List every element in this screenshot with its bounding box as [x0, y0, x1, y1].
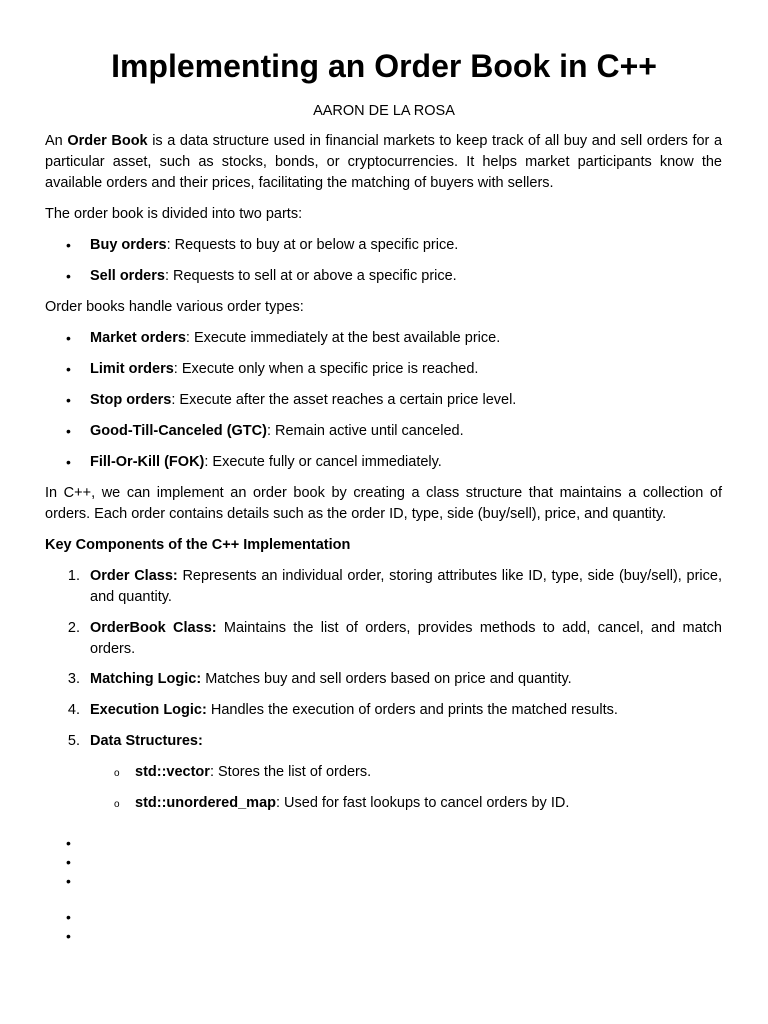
numbered-item-desc: Maintains the list of orders, provides methods to add, cancel, and match orders. [90, 620, 722, 657]
list-number: 1. [67, 568, 80, 584]
bullet-icon: • [66, 237, 71, 253]
list-item-term: Stop orders [90, 392, 172, 408]
empty-bullet-icon: • [66, 854, 71, 870]
numbered-item-term: Data Structures: [90, 733, 203, 749]
bullet-icon: • [66, 423, 71, 439]
numbered-item-desc: Handles the execution of orders and prints the matched results. [206, 702, 618, 718]
list-number: 2. [67, 620, 80, 636]
empty-bullet-icon: • [66, 873, 71, 889]
numbered-item [90, 700, 722, 721]
empty-bullet-icon: • [66, 928, 71, 944]
list-item-desc: : Requests to buy at or below a specific price. [166, 237, 459, 253]
list-item [90, 452, 442, 472]
section-heading: Key Components of the C++ Implementation [45, 537, 351, 553]
intro-text: is a data structure used in financial markets to keep track of all buy and sell orders for a particular asset, such as stocks, bonds, or cryptocurrencies. It helps market participants know the available orders and their prices, facilitating the matching of buyers with sellers. [45, 133, 723, 191]
numbered-item-term: Order Class: [90, 568, 178, 584]
bullet-icon: • [66, 268, 71, 284]
parts-intro: The order book is divided into two parts: [45, 206, 303, 222]
list-item-term: Fill-Or-Kill (FOK) [90, 454, 205, 470]
bullet-icon: • [66, 361, 71, 377]
numbered-item-term: Execution Logic: [90, 702, 207, 718]
list-item [90, 328, 500, 348]
numbered-item [90, 618, 722, 660]
list-item-desc: : Execute immediately at the best available price. [185, 330, 501, 346]
list-item-term: Limit orders [90, 361, 174, 377]
list-item-term: Good-Till-Canceled (GTC) [90, 423, 267, 439]
numbered-item [90, 731, 722, 752]
numbered-item-desc: Matches buy and sell orders based on price and quantity. [201, 671, 572, 687]
bullet-icon: • [66, 454, 71, 470]
intro-prefix: An [45, 133, 68, 149]
types-intro: Order books handle various order types: [45, 299, 304, 315]
numbered-item [90, 566, 722, 608]
sub-list-item-term: std::vector [135, 764, 210, 780]
list-item-term: Sell orders [90, 268, 165, 284]
empty-bullet-icon: • [66, 909, 71, 925]
intro-term: Order Book [67, 133, 148, 149]
sub-list-item-desc: : Stores the list of orders. [209, 764, 372, 780]
document-title: Implementing an Order Book in C++ [111, 48, 657, 84]
list-item-term: Buy orders [90, 237, 167, 253]
numbered-item-term: OrderBook Class: [90, 620, 217, 636]
sub-bullet-icon: o [114, 799, 120, 810]
list-number: 5. [67, 733, 80, 749]
sub-list-item [135, 793, 569, 813]
numbered-item-desc: Represents an individual order, storing attributes like ID, type, side (buy/sell), price, and quantity. [90, 568, 722, 605]
sub-list-item [135, 762, 371, 782]
sub-bullet-icon: o [114, 768, 120, 779]
list-item-desc: : Remain active until canceled. [266, 423, 464, 439]
list-item-term: Market orders [90, 330, 186, 346]
sub-list-item-desc: : Used for fast lookups to cancel orders by ID. [276, 795, 570, 811]
list-item-desc: : Requests to sell at or above a specific price. [164, 268, 457, 284]
bullet-icon: • [66, 330, 71, 346]
list-item [90, 266, 457, 286]
list-item-desc: : Execute fully or cancel immediately. [204, 454, 442, 470]
numbered-item [90, 669, 722, 690]
list-item [90, 421, 464, 441]
list-item-desc: : Execute after the asset reaches a certain price level. [171, 392, 517, 408]
list-item [90, 359, 478, 379]
intro-paragraph [45, 131, 722, 194]
list-item [90, 235, 458, 255]
author-name: AARON DE LA ROSA [313, 103, 455, 119]
list-item [90, 390, 516, 410]
list-item-desc: : Execute only when a specific price is reached. [173, 361, 479, 377]
empty-bullet-icon: • [66, 835, 71, 851]
sub-list-item-term: std::unordered_map [135, 795, 276, 811]
bullet-icon: • [66, 392, 71, 408]
cpp-intro-paragraph: In C++, we can implement an order book by creating a class structure that maintains a collection of orders. Each order contains details such as the order ID, type, side (buy/sell), price, and quantity. [45, 485, 722, 522]
numbered-item-term: Matching Logic: [90, 671, 202, 687]
list-number: 4. [67, 702, 80, 718]
list-number: 3. [67, 671, 80, 687]
